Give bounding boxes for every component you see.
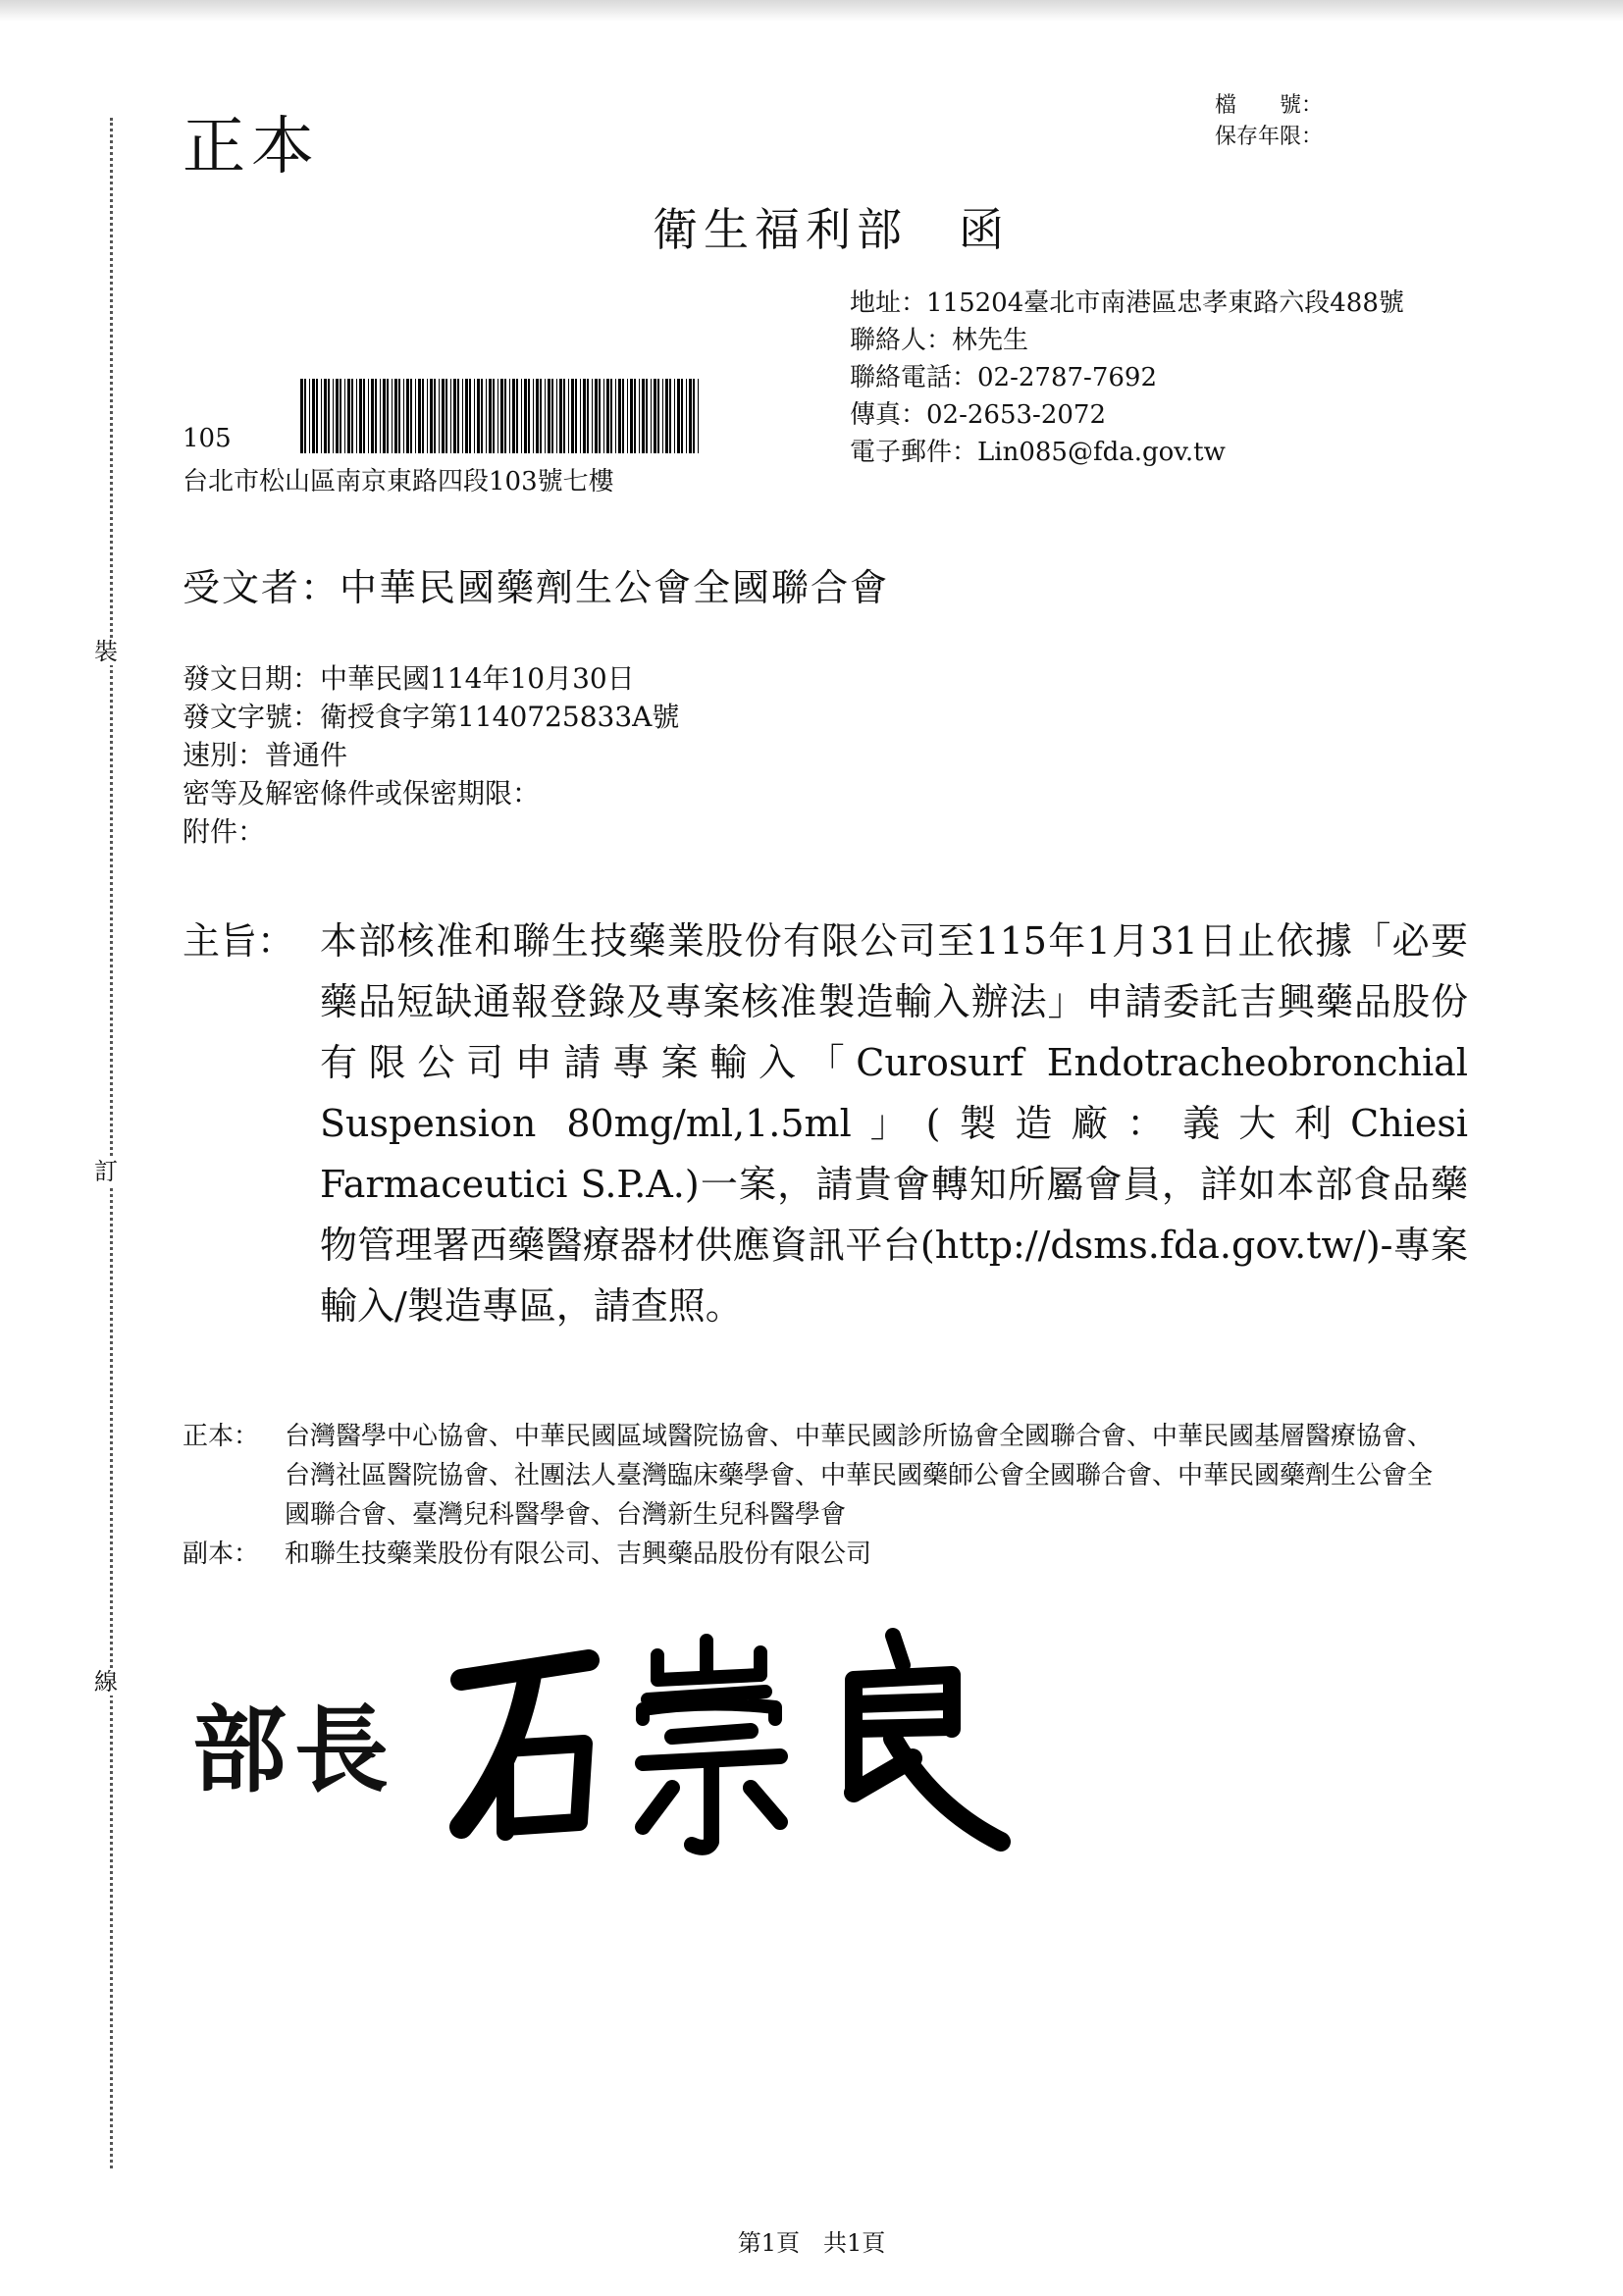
binding-mark-xian: 線 xyxy=(94,1668,118,1696)
barcode-bar xyxy=(304,379,306,453)
copy-type-stamp: 正本 xyxy=(183,111,320,183)
barcode-bar xyxy=(669,379,671,453)
barcode-bar xyxy=(368,379,369,453)
barcode-bar xyxy=(387,379,389,453)
original-text: 台灣醫學中心協會、中華民國區域醫院協會、中華民國診所協會全國聯合會、中華民國基層醫療協會、台灣社區醫院協會、社團法人臺灣臨床藥學會、中華民國藥師公會全國聯合會、中華民國藥劑生公會全國聯合會、臺灣兒科醫學會、台灣新生兒科醫學會 xyxy=(285,1422,1434,1530)
barcode-bar xyxy=(336,379,339,453)
issue-date: 發文日期：中華民國114年10月30日 xyxy=(183,662,635,695)
barcode-bar xyxy=(599,379,601,453)
barcode-bar xyxy=(309,379,310,453)
barcode-bar xyxy=(465,379,468,453)
barcode-bar xyxy=(486,379,487,453)
barcode-bar xyxy=(662,379,663,453)
barcode-bar xyxy=(516,379,518,453)
barcode-bar xyxy=(610,379,612,453)
barcode-bar xyxy=(469,379,471,453)
barcode-bar xyxy=(583,379,586,453)
retention-label: 保存年限： xyxy=(1215,125,1324,149)
barcode-bar xyxy=(571,379,574,453)
barcode-bar xyxy=(493,379,495,453)
mailing-address: 台北市松山區南京東路四段103號七樓 xyxy=(183,467,614,496)
barcode-bar xyxy=(512,379,515,453)
barcode-bar xyxy=(595,379,598,453)
barcode-bar xyxy=(540,379,542,453)
barcode-bar xyxy=(383,379,386,453)
barcode-bar xyxy=(489,379,492,453)
contact-email: 電子郵件：Lin085@fda.gov.tw xyxy=(850,438,1226,467)
barcode-bar xyxy=(634,379,636,453)
barcode-bar xyxy=(312,379,315,453)
barcode-bar xyxy=(422,379,424,453)
barcode-bar xyxy=(344,379,345,453)
barcode-bar xyxy=(504,379,506,453)
contact-fax: 傳真：02-2653-2072 xyxy=(850,400,1106,430)
barcode-bar xyxy=(457,379,459,453)
barcode-bar xyxy=(622,379,624,453)
barcode-bar xyxy=(347,379,350,453)
barcode-bar xyxy=(415,379,416,453)
barcode-bar xyxy=(351,379,353,453)
barcode-bar xyxy=(316,379,318,453)
barcode-bar xyxy=(559,379,562,453)
barcode-bar xyxy=(630,379,633,453)
binding-line xyxy=(110,118,113,2168)
barcode-bar xyxy=(462,379,463,453)
barcode-bar xyxy=(500,379,503,453)
contact-block xyxy=(850,285,1404,471)
subject-section xyxy=(183,911,1468,1336)
barcode-bar xyxy=(677,379,680,453)
barcode-bar xyxy=(477,379,480,453)
barcode-bar xyxy=(642,379,645,453)
barcode-bar xyxy=(434,379,436,453)
barcode-bar xyxy=(333,379,334,453)
contact-address: 地址：115204臺北市南港區忠孝東路六段488號 xyxy=(850,288,1404,318)
barcode-bar xyxy=(618,379,621,453)
barcode-bar xyxy=(497,379,498,453)
barcode-bar xyxy=(521,379,522,453)
original-recipients xyxy=(183,1417,1448,1535)
barcode-bar xyxy=(646,379,648,453)
barcode-bar xyxy=(453,379,456,453)
barcode-bar xyxy=(371,379,374,453)
delivery-speed: 速別：普通件 xyxy=(183,739,348,771)
subject-label: 主旨： xyxy=(183,919,295,963)
barcode-bar xyxy=(545,379,546,453)
barcode-bar xyxy=(548,379,550,453)
barcode-bar xyxy=(627,379,628,453)
barcode-bar xyxy=(481,379,483,453)
binding-mark-zhuang: 裝 xyxy=(94,638,118,665)
page-number: 第1頁 共1頁 xyxy=(737,2229,886,2257)
recipient: 受文者：中華民國藥劑生公會全國聯合會 xyxy=(183,566,890,609)
copy-text: 和聯生技藥業股份有限公司、吉興藥品股份有限公司 xyxy=(285,1539,872,1569)
barcode-bar xyxy=(509,379,510,453)
file-number-label: 檔 號： xyxy=(1215,93,1324,118)
barcode-bar xyxy=(536,379,539,453)
barcode-bar xyxy=(681,379,683,453)
barcode-bar xyxy=(587,379,589,453)
barcode-bar xyxy=(524,379,527,453)
secrecy-level: 密等及解密條件或保密期限： xyxy=(183,777,541,809)
barcode-bar xyxy=(430,379,433,453)
barcode-bar xyxy=(665,379,668,453)
barcode-bar xyxy=(363,379,365,453)
attachment: 附件： xyxy=(183,815,266,848)
barcode-bar xyxy=(450,379,451,453)
barcode-bar xyxy=(324,379,327,453)
barcode-bar xyxy=(439,379,440,453)
minister-signature xyxy=(422,1621,1011,1866)
minister-title: 部長 xyxy=(192,1695,396,1805)
barcode-bar xyxy=(603,379,604,453)
barcode-bar xyxy=(398,379,400,453)
barcode-bar xyxy=(528,379,530,453)
barcode-bar xyxy=(474,379,475,453)
barcode-bar xyxy=(693,379,695,453)
barcode-bar xyxy=(410,379,412,453)
barcode-bar xyxy=(698,379,699,453)
barcode-bar xyxy=(328,379,330,453)
document-meta xyxy=(183,659,679,851)
barcode-bar xyxy=(615,379,616,453)
barcode-bar xyxy=(392,379,393,453)
barcode-bar xyxy=(380,379,381,453)
barcode-bar xyxy=(321,379,322,453)
barcode-bar xyxy=(592,379,593,453)
barcode-bar xyxy=(427,379,428,453)
barcode-bar xyxy=(651,379,652,453)
barcode-bar xyxy=(300,379,303,453)
barcode-bar xyxy=(533,379,534,453)
document-number: 發文字號：衛授食字第1140725833A號 xyxy=(183,701,680,733)
contact-person: 聯絡人：林先生 xyxy=(850,326,1029,355)
barcode-bar xyxy=(375,379,377,453)
barcode xyxy=(300,379,703,453)
barcode-bar xyxy=(575,379,577,453)
copy-recipients xyxy=(183,1535,1448,1574)
barcode-bar xyxy=(606,379,609,453)
barcode-bar xyxy=(442,379,445,453)
barcode-bar xyxy=(418,379,421,453)
postal-code: 105 xyxy=(183,424,232,453)
scan-edge xyxy=(0,0,1623,22)
barcode-bar xyxy=(406,379,409,453)
barcode-bar xyxy=(359,379,362,453)
agency-title: 衛生福利部 函 xyxy=(653,203,1010,256)
barcode-bar xyxy=(556,379,557,453)
barcode-bar xyxy=(654,379,656,453)
barcode-bar xyxy=(689,379,692,453)
binding-mark-ding: 訂 xyxy=(94,1158,118,1185)
copy-label: 副本： xyxy=(183,1539,260,1569)
distribution-list xyxy=(183,1417,1448,1574)
barcode-bar xyxy=(394,379,397,453)
barcode-bar xyxy=(639,379,640,453)
barcode-bar xyxy=(657,379,659,453)
barcode-bar xyxy=(445,379,447,453)
contact-phone: 聯絡電話：02-2787-7692 xyxy=(850,363,1157,392)
barcode-bar xyxy=(580,379,581,453)
subject-text: 本部核准和聯生技藥業股份有限公司至115年1月31日止依據「必要藥品短缺通報登錄及專案核准製造輸入辦法」申請委託吉興藥品股份有限公司申請專案輸入「Curosurf Endotracheobronchial Suspension 80mg/ml,1.5ml」(製造廠：義大利Chiesi Farmaceutici S.P.A.)一案，請貴會轉知所屬會員，詳如本部食品藥物管理署西藥醫療器材供應資訊平台(http://dsms.fda.gov.tw/)-專案輸入/製造專區，請查照。 xyxy=(320,919,1468,1328)
barcode-bar xyxy=(403,379,404,453)
barcode-bar xyxy=(340,379,341,453)
barcode-bar xyxy=(568,379,569,453)
barcode-bar xyxy=(356,379,357,453)
barcode-bar xyxy=(551,379,553,453)
barcode-bar xyxy=(674,379,675,453)
original-label: 正本： xyxy=(183,1422,260,1451)
file-meta xyxy=(1215,90,1323,153)
barcode-bar xyxy=(563,379,565,453)
barcode-bar xyxy=(686,379,687,453)
